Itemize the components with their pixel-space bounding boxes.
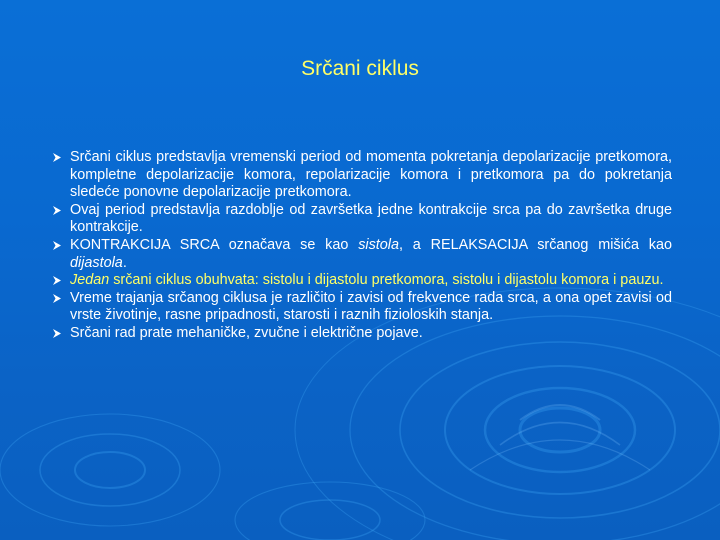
bullet-list bbox=[52, 149, 672, 343]
bullet-item bbox=[52, 202, 672, 237]
arrow-bullet-icon bbox=[52, 275, 62, 286]
slide-title: Srčani ciklus bbox=[301, 57, 419, 80]
arrow-bullet-icon bbox=[52, 152, 62, 163]
bullet-text-part: srčani ciklus obuhvata: sistolu i dijastolu pretkomora, sistolu i dijastolu komora i pauzu. bbox=[109, 272, 664, 289]
bullet-text: Srčani ciklus predstavlja vremenski period od momenta pokretanja depolarizacije pretkomora, kompletne depolarizacije komora, repolarizacije komora i pretkomora pa do pokretanja sledeće ponovne depolarizacije pretkomora. bbox=[70, 149, 672, 201]
bullet-item bbox=[52, 149, 672, 202]
arrow-bullet-icon bbox=[52, 205, 62, 216]
bullet-text-part: KONTRAKCIJA SRCA označava se kao bbox=[70, 236, 359, 253]
bullet-text-part: Jedan bbox=[70, 272, 110, 289]
arrow-bullet-icon bbox=[52, 328, 62, 339]
arrow-bullet-icon bbox=[52, 293, 62, 304]
bullet-item bbox=[52, 237, 672, 272]
bullet-text-part: , a RELAKSACIJA srčanog mišića kao bbox=[399, 236, 672, 253]
term-dijastola: dijastola bbox=[70, 254, 123, 271]
arrow-bullet-icon bbox=[52, 240, 62, 251]
bullet-item bbox=[52, 325, 672, 343]
bullet-text: Ovaj period predstavlja razdoblje od završetka jedne kontrakcije srca pa do završetka druge kontrakcije. bbox=[70, 201, 672, 236]
bullet-text: Srčani rad prate mehaničke, zvučne i električne pojave. bbox=[70, 324, 423, 341]
term-sistola: sistola bbox=[358, 236, 399, 253]
bullet-item bbox=[52, 290, 672, 325]
bullet-text: Vreme trajanja srčanog ciklusa je različito i zavisi od frekvence rada srca, a ona opet zavisi od vrste životinje, rasne pripadnosti, starosti i raznih fizioloskih stanja. bbox=[70, 289, 672, 324]
bullet-text-part: . bbox=[122, 254, 127, 271]
bullet-item bbox=[52, 272, 672, 290]
